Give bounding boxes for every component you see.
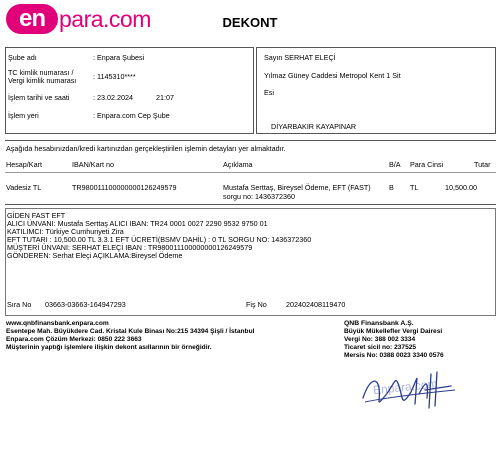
detail-line: MÜŞTERİ ÜNVANI: SERHAT ELEÇİ IBAN : TR980011100000000126249579: [7, 243, 253, 252]
branch-value: : Enpara Şubesi: [93, 53, 145, 62]
customer-address-line1: Yılmaz Güney Caddesi Metropol Kent 1 Sit: [264, 71, 401, 80]
footer-right-line: Vergi No: 388 002 3334: [344, 336, 416, 343]
eft-details-box: [5, 208, 496, 316]
detail-line: KATILIMCI: Türkiye Cumhuriyeti Zira: [7, 227, 124, 236]
intro-text: Aşağıda hesabınızdan/kredi kartınızdan gerçekleştirilen işlemin detayları yer almaktadır.: [6, 144, 286, 153]
row-amount: 10,500.00: [445, 183, 477, 192]
col-header-currency: Para Cinsi: [410, 160, 444, 169]
branch-info-box: [5, 47, 254, 134]
detail-line: ALICI ÜNVANI: Mustafa Serttaş ALICI IBAN: TR24 0001 0027 2290 9532 9750 01: [7, 219, 268, 228]
signature-stamp: [355, 368, 465, 416]
col-header-desc: Açıklama: [223, 160, 253, 169]
branch-label: Şube adı: [8, 53, 37, 62]
document-title: DEKONT: [222, 15, 278, 30]
row-iban: TR980011100000000126249579: [72, 183, 177, 192]
sira-value: 03663-03663-164947293: [45, 300, 126, 309]
tckn-value: : 1145310****: [93, 72, 136, 81]
col-header-iban: IBAN/Kart no: [72, 160, 114, 169]
tckn-label: TC kimlik numarası /: [8, 68, 74, 77]
footer-right-line: Mersis No: 0388 0023 3340 0576: [344, 352, 444, 359]
detail-line: EFT TUTARI : 10,500.00 TL 3.3.1 EFT ÜCRETİ(BSMV DAHİL) : 0 TL SORGU NO: 1436372360: [7, 235, 312, 244]
fis-label: Fiş No: [246, 300, 267, 309]
footer-left-line: Müşterinin yaptığı işlemlere ilişkin dekont asıllarının bir örneğidir.: [6, 344, 212, 351]
table-header-divider: [5, 172, 496, 173]
vkn-label: Vergi kimlik numarası: [8, 76, 77, 85]
col-header-ba: B/A: [389, 160, 401, 169]
location-label: İşlem yeri: [8, 111, 39, 120]
fis-value: 202402408119470: [286, 300, 346, 309]
logo-text: para.com: [59, 5, 151, 32]
time-value: 21:07: [156, 93, 174, 102]
footer-right-line: QNB Finansbank A.Ş.: [344, 320, 414, 327]
location-value: : Enpara.com Cep Şube: [93, 111, 170, 120]
footer-left-line: Enpara.com Çözüm Merkezi: 0850 222 3663: [6, 336, 142, 343]
logo-bubble: en: [6, 4, 58, 34]
row-currency: TL: [410, 183, 419, 192]
sira-label: Sıra No: [7, 300, 32, 309]
row-ba: B: [389, 183, 394, 192]
date-value: : 23.02.2024: [93, 93, 133, 102]
col-header-amount: Tutar: [474, 160, 491, 169]
customer-city: DİYARBAKIR KAYAPINAR: [271, 122, 357, 131]
divider: [5, 140, 496, 141]
row-desc-line2: sorgu no: 1436372360: [223, 192, 295, 201]
detail-line: GÖNDEREN: Serhat Eleçi AÇIKLAMA:Bireysel Ödeme: [7, 251, 183, 260]
customer-address-line2: Esi: [264, 88, 274, 97]
date-label: İşlem tarihi ve saati: [8, 93, 70, 102]
footer-left-line: Esentepe Mah. Büyükdere Cad. Kristal Kule Binası No:215 34394 Şişli / İstanbul: [6, 328, 255, 335]
row-account: Vadesiz TL: [6, 183, 42, 192]
footer-right-line: Ticaret sicil no: 237525: [344, 344, 417, 351]
col-header-account: Hesap/Kart: [6, 160, 42, 169]
customer-greeting: Sayın SERHAT ELEÇİ: [264, 53, 336, 62]
row-desc-line1: Mustafa Serttaş, Bireysel Ödeme, EFT (FAST): [223, 183, 371, 192]
divider: [5, 204, 496, 205]
customer-address-box: [256, 47, 496, 134]
footer-right-line: Büyük Mükellefler Vergi Dairesi: [344, 328, 443, 335]
detail-line: GİDEN FAST EFT: [7, 211, 66, 220]
footer-left-line: www.qnbfinansbank.enpara.com: [6, 320, 109, 327]
svg-text:Enpara.com: Enpara.com: [372, 376, 439, 398]
